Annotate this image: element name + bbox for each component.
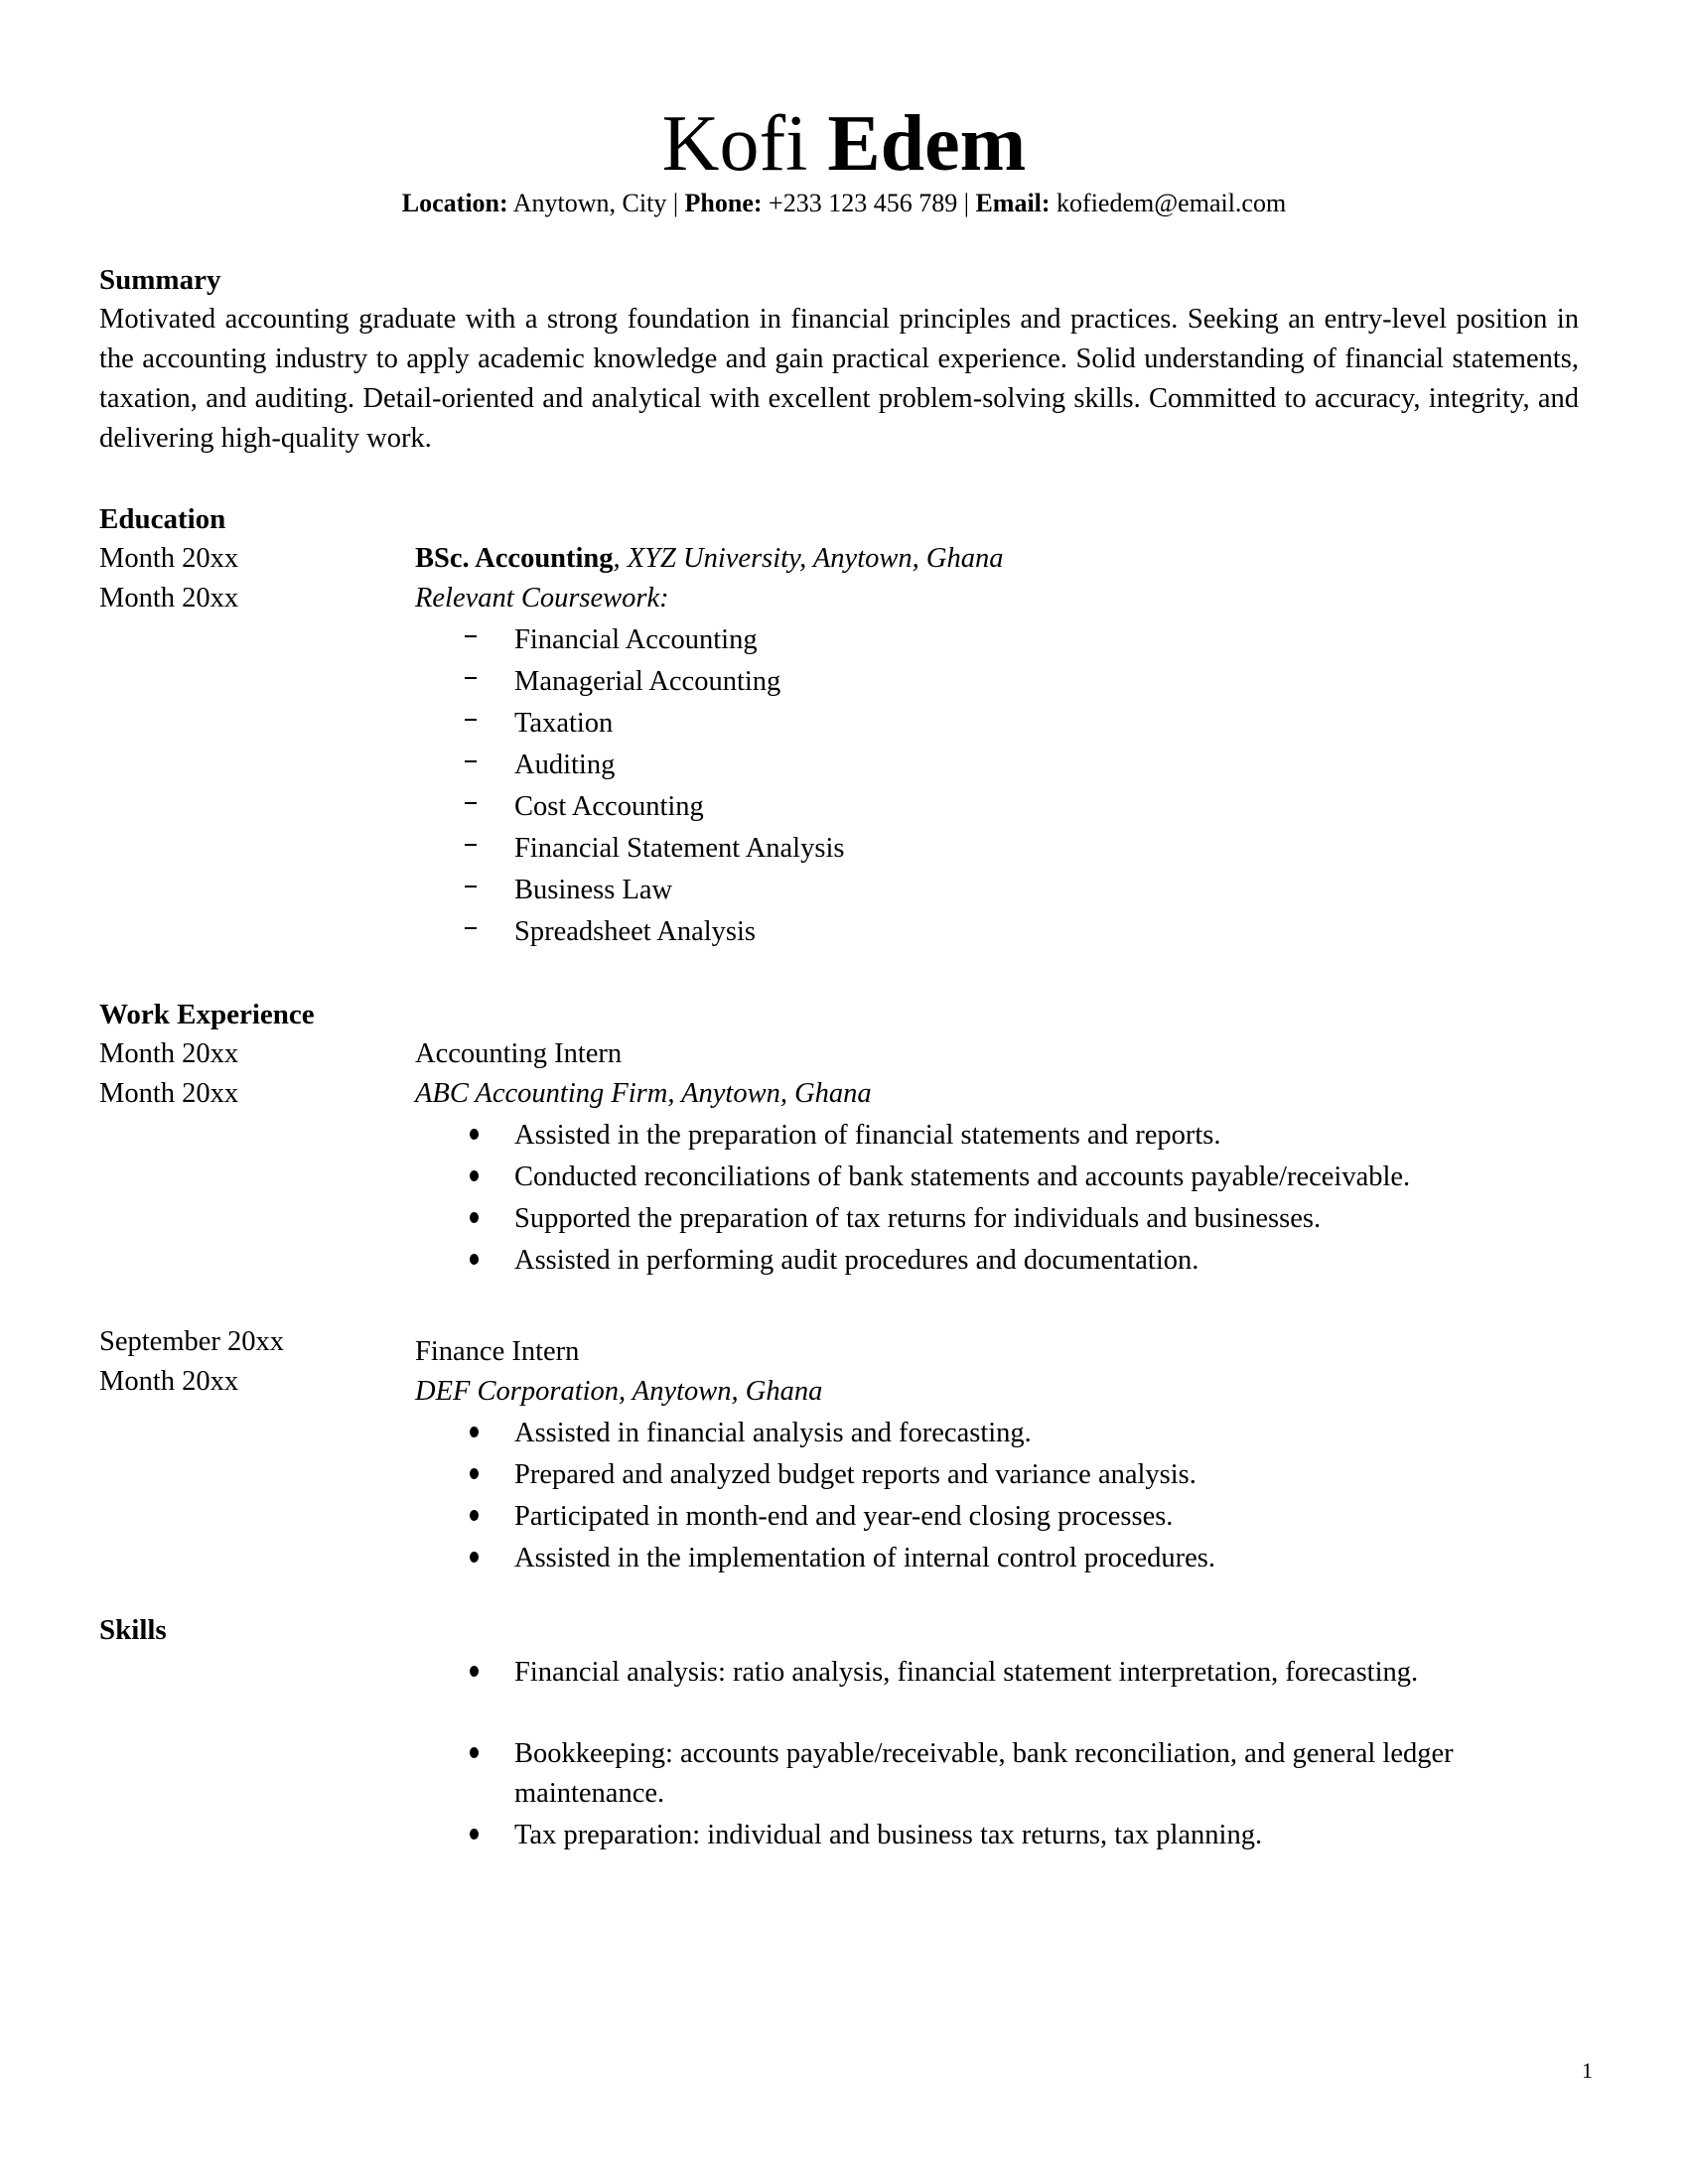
bullet-icon (470, 1427, 479, 1437)
experience-heading: Work Experience (99, 999, 315, 1030)
bullet-icon (470, 1552, 479, 1563)
skills-heading: Skills (99, 1614, 167, 1646)
bullet-icon (470, 1666, 479, 1677)
bullet-icon (470, 1170, 479, 1181)
dash-bullet-icon (465, 760, 477, 762)
dash-bullet-icon (465, 802, 477, 804)
coursework-item: Taxation (514, 708, 614, 739)
email-label: Email: (975, 189, 1051, 217)
bullet-icon (470, 1468, 479, 1479)
job-bullet: Participated in month-end and year-end closing processes. (514, 1501, 1174, 1532)
institution: , XYZ University, Anytown, Ghana (613, 543, 1004, 574)
page-number: 1 (1582, 2058, 1593, 2083)
separator: | (963, 189, 969, 217)
education-end-date: Month 20xx (99, 583, 239, 614)
last-name: Edem (827, 100, 1027, 188)
job-bullet: Prepared and analyzed budget reports and variance analysis. (514, 1459, 1196, 1490)
contact-line (0, 189, 1688, 218)
education-start-date: Month 20xx (99, 543, 239, 574)
job-end-date: Month 20xx (99, 1078, 239, 1109)
job-company: DEF Corporation, Anytown, Ghana (415, 1376, 823, 1407)
candidate-name (0, 99, 1688, 189)
coursework-item: Spreadsheet Analysis (514, 916, 757, 947)
coursework-item: Managerial Accounting (514, 666, 781, 697)
coursework-item: Business Law (514, 875, 673, 905)
skill-item: Tax preparation: individual and business tax returns, tax planning. (514, 1820, 1263, 1850)
dash-bullet-icon (465, 927, 477, 929)
location-label: Location: (401, 189, 508, 217)
job-title: Accounting Intern (415, 1038, 623, 1069)
job-bullet: Supported the preparation of tax returns for individuals and businesses. (514, 1203, 1322, 1234)
first-name: Kofi (661, 100, 808, 188)
dash-bullet-icon (465, 719, 477, 721)
coursework-label: Relevant Coursework: (415, 583, 669, 614)
education-degree-line (415, 539, 1003, 579)
job-start-date: September 20xx (99, 1326, 285, 1357)
location-value: Anytown, City (512, 189, 667, 217)
job-bullet: Assisted in financial analysis and forecasting. (514, 1418, 1032, 1448)
phone-label: Phone: (684, 189, 763, 217)
phone-value: +233 123 456 789 (769, 189, 958, 217)
job-company: ABC Accounting Firm, Anytown, Ghana (415, 1078, 872, 1109)
skill-item: Financial analysis: ratio analysis, financial statement interpretation, forecasting. (514, 1657, 1419, 1688)
email-value[interactable]: kofiedem@email.com (1056, 189, 1287, 217)
job-bullet: Assisted in the implementation of internal control procedures. (514, 1543, 1215, 1573)
separator: | (672, 189, 679, 217)
bullet-icon (470, 1747, 479, 1758)
coursework-item: Financial Statement Analysis (514, 833, 845, 864)
coursework-item: Cost Accounting (514, 791, 704, 822)
job-end-date: Month 20xx (99, 1366, 239, 1397)
bullet-icon (470, 1212, 479, 1223)
bullet-icon (470, 1254, 479, 1265)
coursework-item: Auditing (514, 750, 616, 780)
summary-text: Motivated accounting graduate with a strong foundation in financial principles and practices. Seeking an entry-level position in the accounting industry to apply academic knowledge and gain practical experience. Solid understanding of financial statements, taxation, and auditing. Detail-oriented and analytical with excellent problem-solving skills. Committed to accuracy, integrity, and delivering high-quality work. (99, 304, 1579, 454)
summary-heading: Summary (99, 264, 221, 296)
skill-item: Bookkeeping: accounts payable/receivable, bank reconciliation, and general ledger maintenance. (514, 1738, 1454, 1809)
job-bullet: Assisted in the preparation of financial statements and reports. (514, 1120, 1221, 1151)
dash-bullet-icon (465, 677, 477, 679)
bullet-icon (470, 1510, 479, 1521)
job-title: Finance Intern (415, 1336, 580, 1367)
bullet-icon (470, 1129, 479, 1140)
dash-bullet-icon (465, 635, 477, 637)
degree: BSc. Accounting (415, 543, 614, 574)
dash-bullet-icon (465, 844, 477, 846)
job-bullet: Conducted reconciliations of bank statements and accounts payable/receivable. (514, 1161, 1411, 1192)
coursework-item: Financial Accounting (514, 624, 758, 655)
job-bullet: Assisted in performing audit procedures and documentation. (514, 1245, 1199, 1276)
job-start-date: Month 20xx (99, 1038, 239, 1069)
dash-bullet-icon (465, 886, 477, 887)
bullet-icon (470, 1829, 479, 1840)
education-heading: Education (99, 503, 226, 535)
